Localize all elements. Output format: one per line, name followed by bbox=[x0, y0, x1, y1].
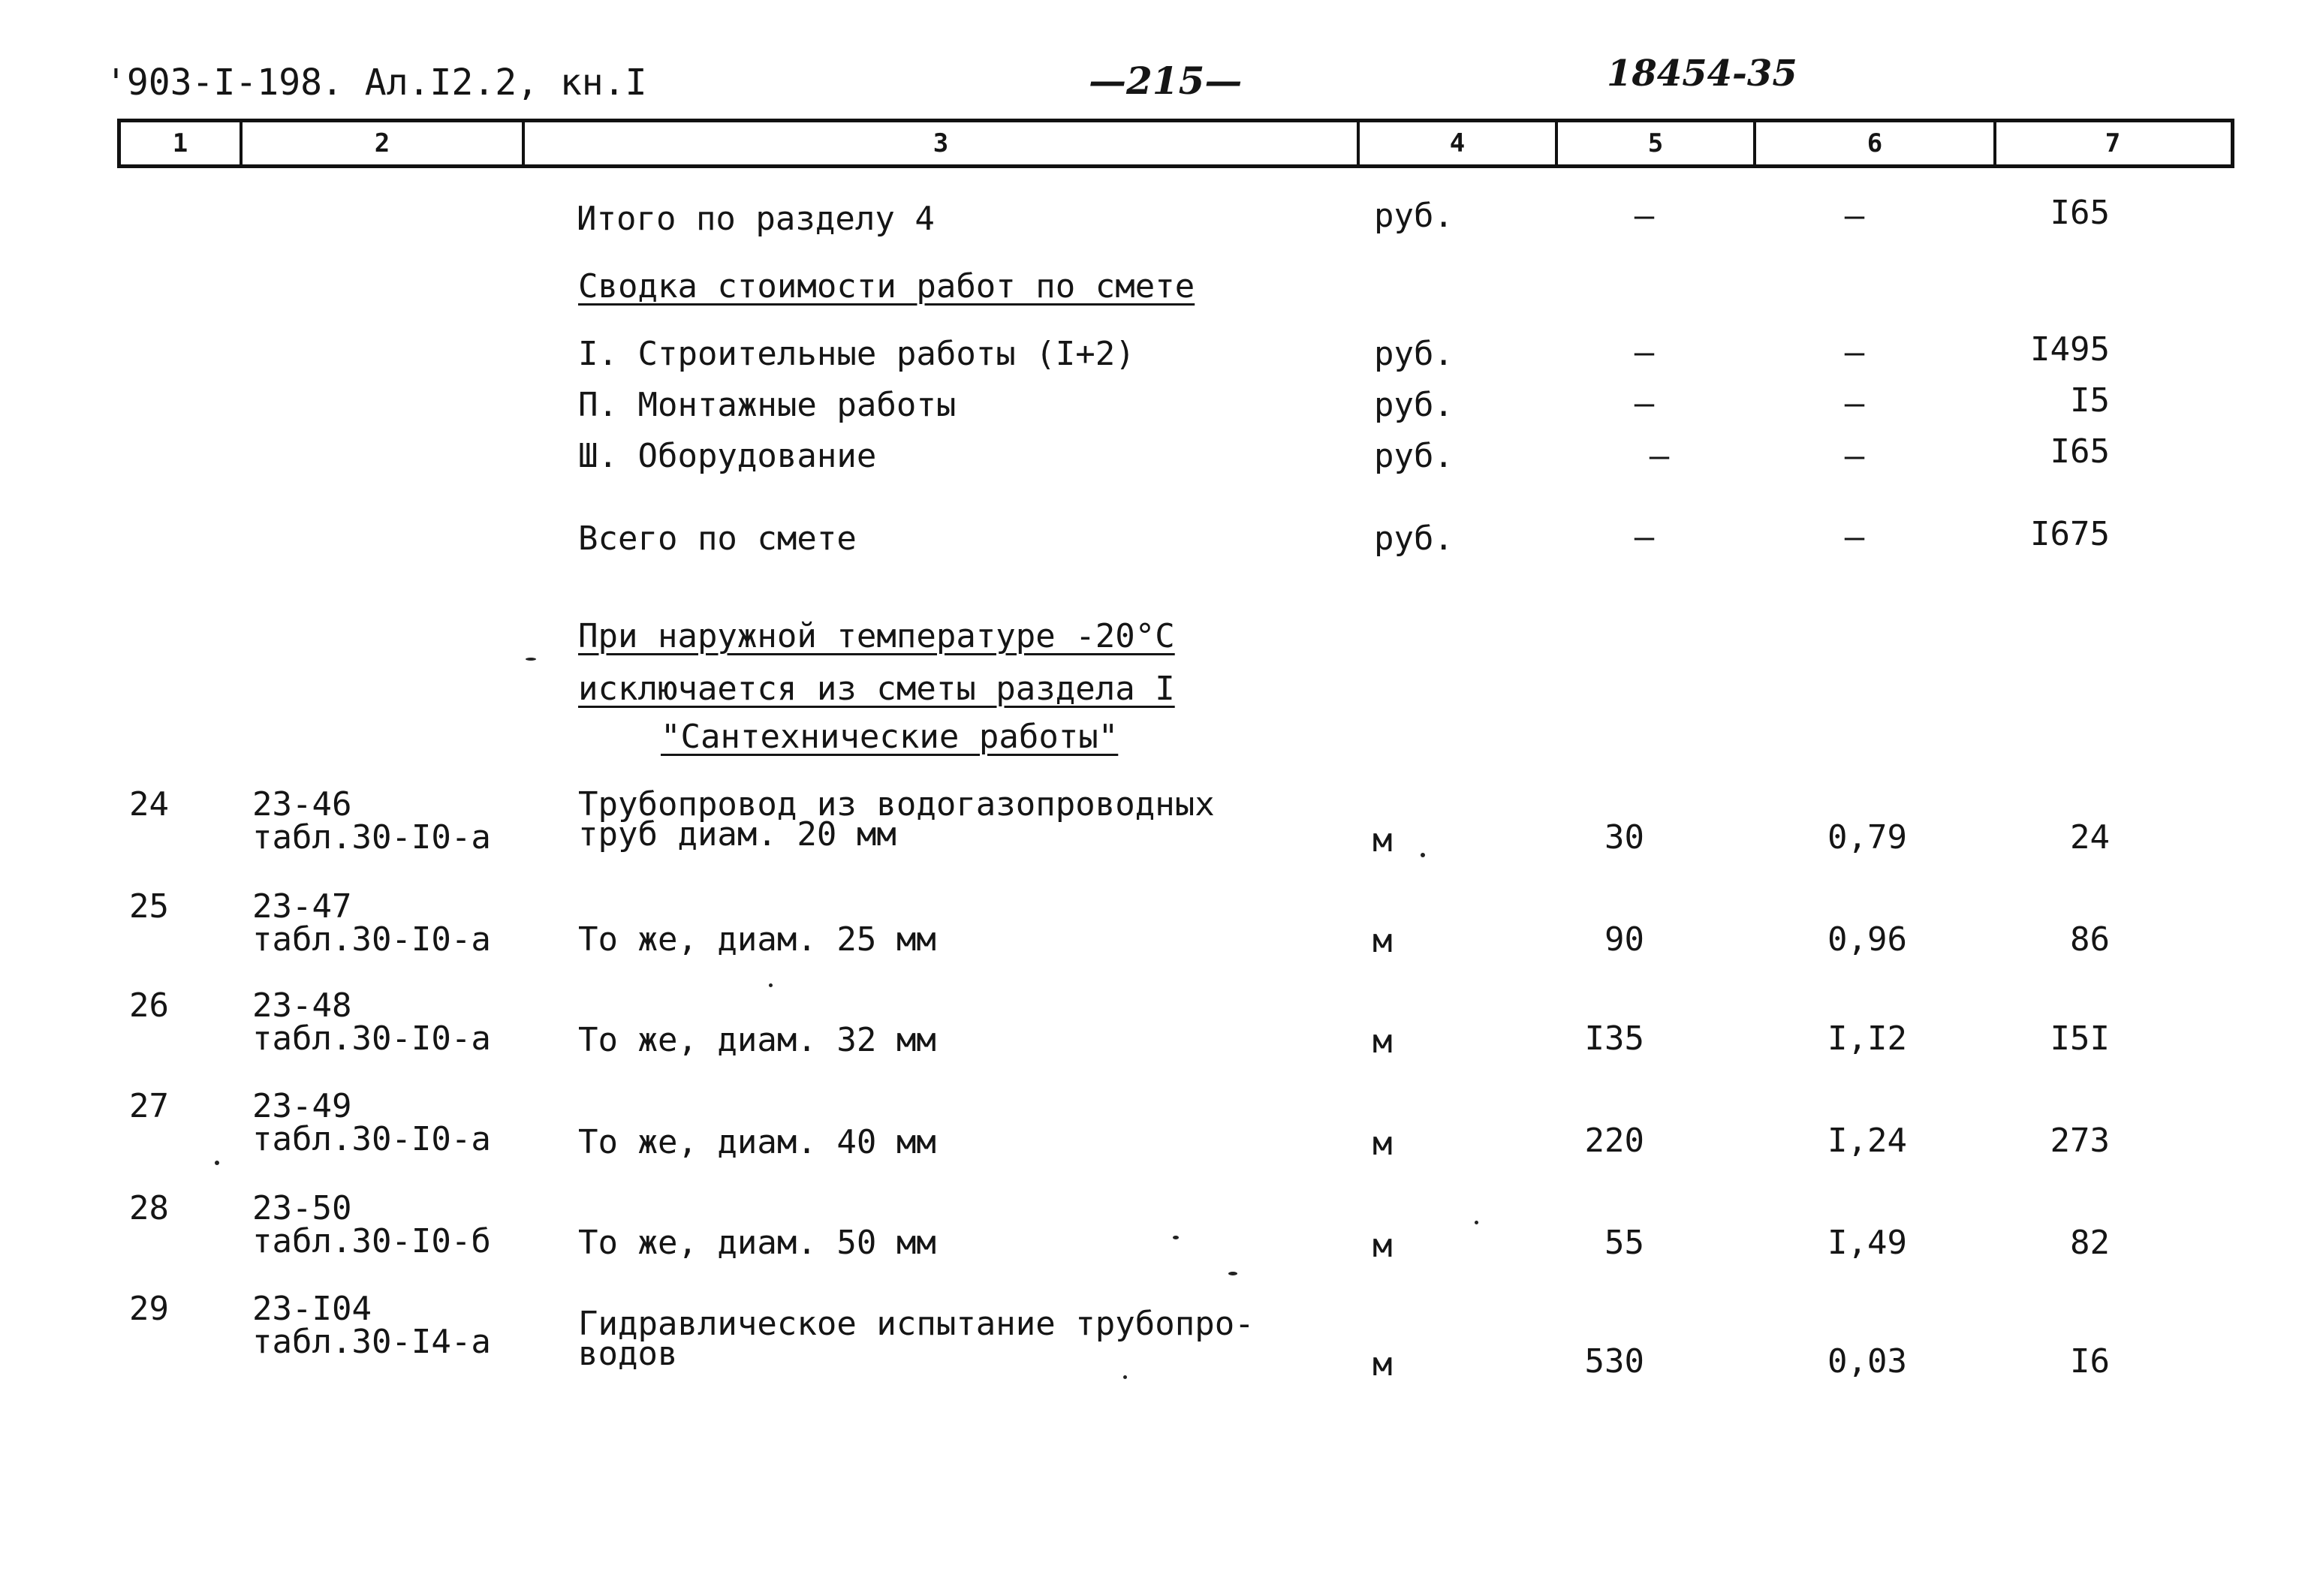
svodka-unit: руб. bbox=[1374, 335, 1454, 373]
norm-code: 23-48 bbox=[252, 986, 352, 1025]
note-line-2: исключается из сметы раздела I bbox=[578, 670, 1175, 708]
norm-table: табл.30-I0-а bbox=[252, 1019, 491, 1058]
work-name: То же, диам. 32 мм bbox=[578, 1021, 936, 1059]
scan-speck bbox=[1421, 853, 1425, 857]
grand-total-label: Всего по смете bbox=[578, 519, 857, 558]
row-number: 27 bbox=[129, 1087, 169, 1125]
handwritten-code: 18454-35 bbox=[1607, 53, 1797, 95]
work-name: То же, диам. 40 мм bbox=[578, 1123, 936, 1161]
unit-price: 0,96 bbox=[1827, 920, 1907, 959]
grand-total-col5: – bbox=[1634, 518, 1655, 556]
note-line-3: "Сантехнические работы" bbox=[661, 718, 1119, 756]
cost: 82 bbox=[2070, 1224, 2110, 1262]
unit: м bbox=[1372, 821, 1393, 860]
norm-code: 23-I04 bbox=[252, 1290, 372, 1328]
scan-speck bbox=[769, 983, 773, 987]
unit-price: I,I2 bbox=[1827, 1019, 1907, 1058]
norm-code: 23-46 bbox=[252, 785, 352, 824]
scan-speck bbox=[1228, 1272, 1237, 1275]
svodka-col6: – bbox=[1844, 437, 1865, 475]
svodka-col6: – bbox=[1844, 333, 1865, 372]
column-header-2: 2 bbox=[374, 128, 390, 158]
grand-total-value: I675 bbox=[2030, 515, 2110, 553]
cost: 273 bbox=[2050, 1122, 2110, 1160]
quantity: I35 bbox=[1584, 1019, 1644, 1058]
svodka-title: Сводка стоимости работ по смете bbox=[578, 267, 1195, 306]
summary-col5: – bbox=[1634, 197, 1655, 235]
column-header-6: 6 bbox=[1867, 128, 1883, 158]
norm-code: 23-47 bbox=[252, 887, 352, 926]
scan-speck bbox=[215, 1161, 219, 1165]
unit-price: I,49 bbox=[1827, 1224, 1907, 1262]
scan-speck bbox=[1475, 1221, 1478, 1224]
svodka-label: Ш. Оборудование bbox=[578, 437, 877, 475]
grand-total-unit: руб. bbox=[1374, 519, 1454, 558]
work-name-cont: водов bbox=[578, 1335, 678, 1373]
work-name: Гидравлическое испытание трубопро- bbox=[578, 1305, 1255, 1343]
svodka-col6: – bbox=[1844, 384, 1865, 423]
svodka-unit: руб. bbox=[1374, 386, 1454, 424]
summary-total: I65 bbox=[2050, 194, 2110, 232]
grand-total-col6: – bbox=[1844, 518, 1865, 556]
unit-price: 0,03 bbox=[1827, 1342, 1907, 1381]
quantity: 530 bbox=[1584, 1342, 1644, 1381]
scan-speck bbox=[1123, 1375, 1127, 1379]
summary-col6: – bbox=[1844, 197, 1865, 235]
unit: м bbox=[1372, 922, 1393, 960]
quantity: 220 bbox=[1584, 1122, 1644, 1160]
norm-table: табл.30-I4-а bbox=[252, 1323, 491, 1361]
svodka-label: I. Строительные работы (I+2) bbox=[578, 335, 1135, 373]
cost: I6 bbox=[2070, 1342, 2110, 1381]
row-number: 28 bbox=[129, 1189, 169, 1227]
cost: I5I bbox=[2050, 1019, 2110, 1058]
norm-table: табл.30-I0-а bbox=[252, 920, 491, 959]
row-number: 29 bbox=[129, 1290, 169, 1328]
row-number: 26 bbox=[129, 986, 169, 1025]
column-header-7: 7 bbox=[2105, 128, 2121, 158]
row-number: 24 bbox=[129, 785, 169, 824]
quantity: 30 bbox=[1604, 818, 1644, 857]
svodka-col5: – bbox=[1634, 384, 1655, 423]
unit: м bbox=[1372, 1022, 1393, 1061]
column-header-1: 1 bbox=[172, 128, 188, 158]
column-header-row bbox=[117, 119, 2234, 168]
svodka-total: I5 bbox=[2070, 381, 2110, 420]
unit-price: I,24 bbox=[1827, 1122, 1907, 1160]
page-number: —215— bbox=[1089, 59, 1243, 103]
svodka-col5: – bbox=[1649, 437, 1670, 475]
quantity: 55 bbox=[1604, 1224, 1644, 1262]
cost: 24 bbox=[2070, 818, 2110, 857]
row-number: 25 bbox=[129, 887, 169, 926]
column-header-4: 4 bbox=[1449, 128, 1466, 158]
svodka-total: I495 bbox=[2030, 330, 2110, 369]
norm-table: табл.30-I0-а bbox=[252, 1120, 491, 1158]
svodka-total: I65 bbox=[2050, 432, 2110, 471]
unit: м bbox=[1372, 1345, 1393, 1384]
unit: м bbox=[1372, 1227, 1393, 1265]
cost: 86 bbox=[2070, 920, 2110, 959]
scan-speck bbox=[526, 658, 536, 661]
scan-speck bbox=[1173, 1236, 1179, 1239]
norm-table: табл.30-I0-а bbox=[252, 818, 491, 857]
unit-price: 0,79 bbox=[1827, 818, 1907, 857]
album-reference: . Ал.I2.2, кн.I bbox=[321, 62, 647, 104]
document-code: '903-I-198 bbox=[105, 62, 322, 104]
column-header-3: 3 bbox=[933, 128, 949, 158]
summary-unit: руб. bbox=[1374, 197, 1454, 235]
svodka-unit: руб. bbox=[1374, 437, 1454, 475]
unit: м bbox=[1372, 1125, 1393, 1163]
work-name-cont: труб диам. 20 мм bbox=[578, 815, 896, 854]
norm-table: табл.30-I0-б bbox=[252, 1222, 491, 1260]
quantity: 90 bbox=[1604, 920, 1644, 959]
column-header-5: 5 bbox=[1647, 128, 1664, 158]
norm-code: 23-50 bbox=[252, 1189, 352, 1227]
note-line-1: При наружной температуре -20°С bbox=[578, 617, 1175, 655]
summary-label: Итого по разделу 4 bbox=[577, 200, 935, 238]
svodka-col5: – bbox=[1634, 333, 1655, 372]
svodka-label: П. Монтажные работы bbox=[578, 386, 957, 424]
work-name: То же, диам. 50 мм bbox=[578, 1224, 936, 1262]
work-name: То же, диам. 25 мм bbox=[578, 920, 936, 959]
work-name: Трубопровод из водогазопроводных bbox=[578, 785, 1215, 824]
norm-code: 23-49 bbox=[252, 1087, 352, 1125]
